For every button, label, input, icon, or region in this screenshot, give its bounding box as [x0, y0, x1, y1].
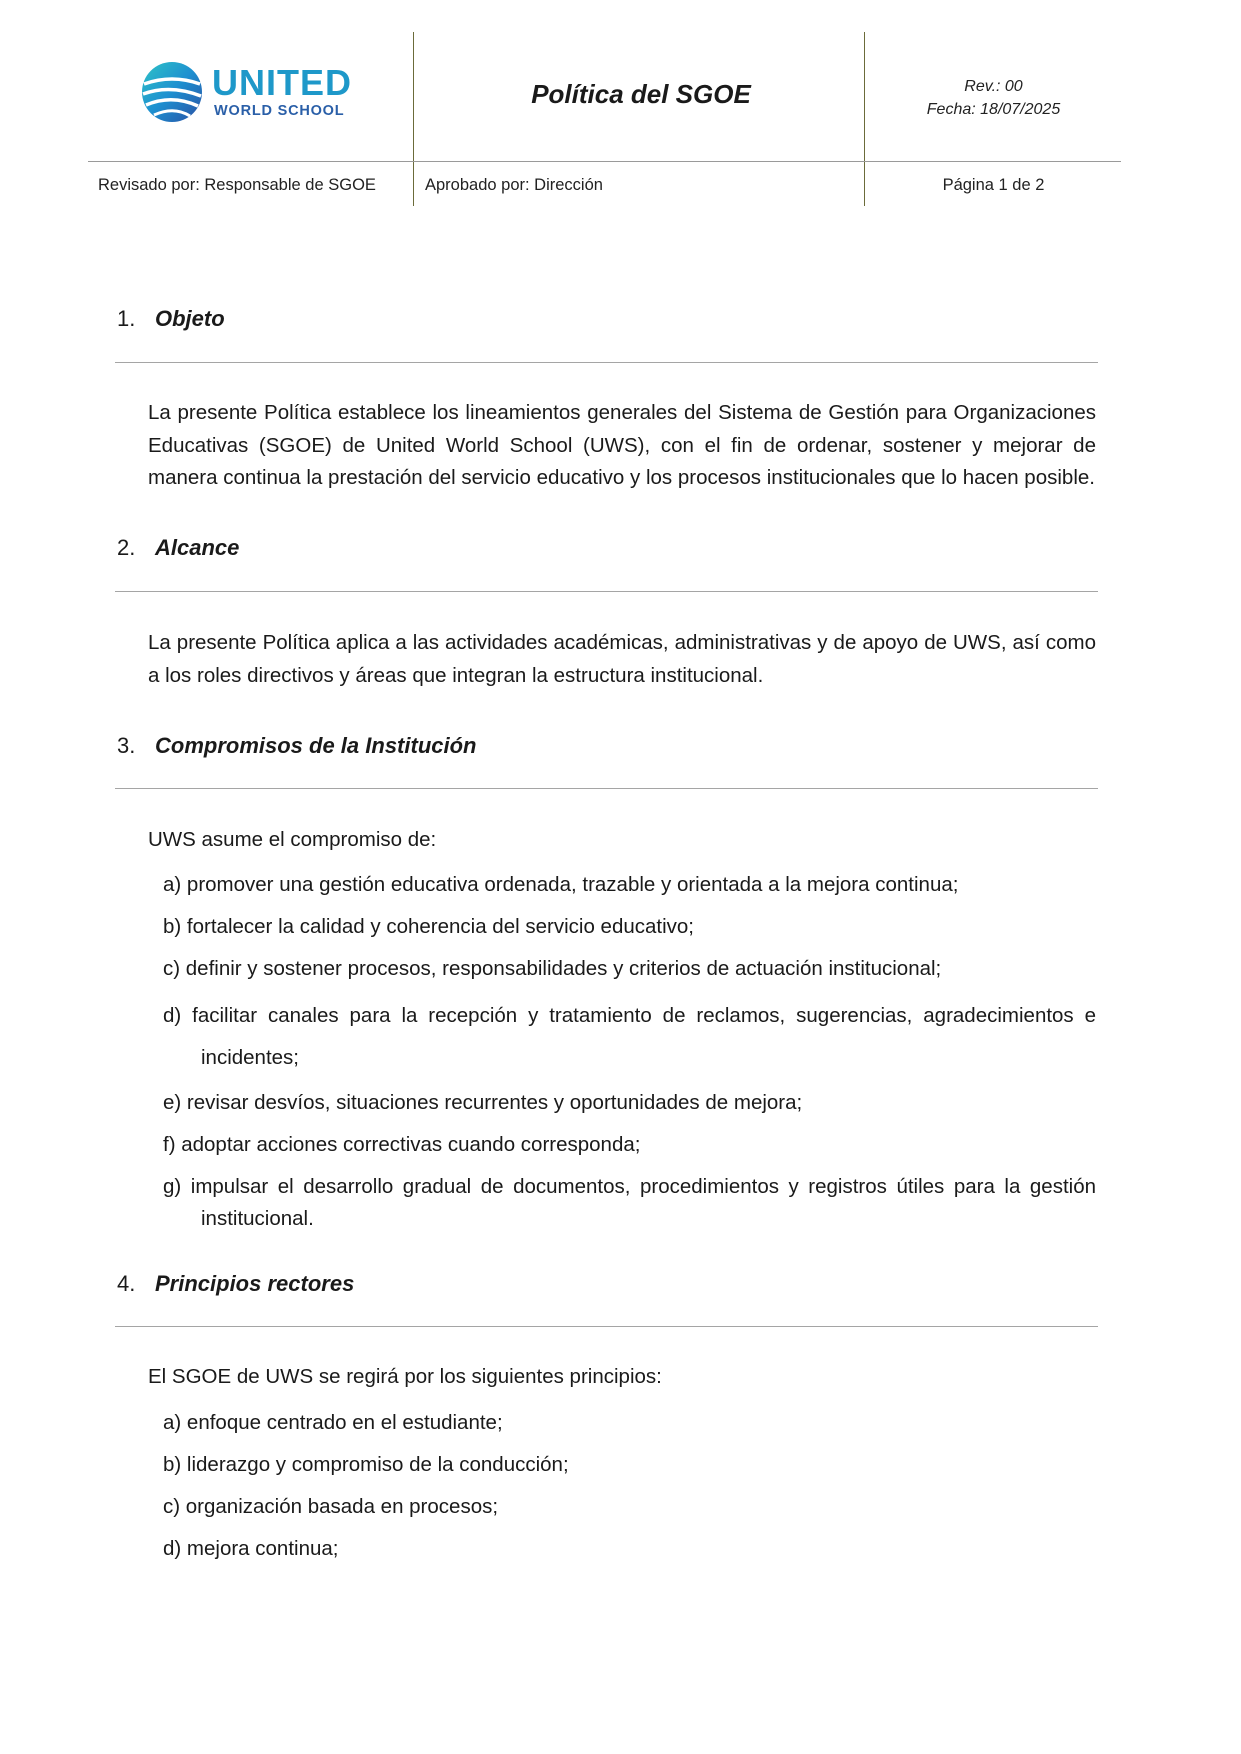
revision-block	[866, 75, 1121, 121]
header-divider	[864, 32, 865, 206]
list-item: a) enfoque centrado en el estudiante;	[163, 1411, 503, 1434]
section-rule	[115, 362, 1098, 363]
section-title: Alcance	[155, 535, 240, 560]
document-header	[0, 0, 1241, 210]
document-title: Política del SGOE	[531, 79, 751, 109]
section-heading	[117, 534, 239, 562]
revision-date: Fecha: 18/07/2025	[926, 101, 1061, 118]
header-divider	[413, 32, 414, 206]
section-number: 3.	[117, 733, 136, 758]
section-rule	[115, 591, 1098, 592]
section-heading	[117, 732, 476, 760]
list-item: e) revisar desvíos, situaciones recurrentes y oportunidades de mejora;	[163, 1091, 803, 1114]
section-number: 4.	[117, 1271, 136, 1296]
logo-wordmark: UNITED	[212, 62, 352, 103]
list-item: d) facilitar canales para la recepción y tratamiento de reclamos, sugerencias, agradecimientos e incidentes;	[163, 1004, 1096, 1069]
section-intro: UWS asume el compromiso de:	[148, 828, 437, 851]
list-item: a) promover una gestión educativa ordenada, trazable y orientada a la mejora continua;	[163, 873, 959, 896]
logo-subtitle: WORLD SCHOOL	[214, 103, 345, 119]
section-number: 1.	[117, 306, 136, 331]
list-item: g) impulsar el desarrollo gradual de documentos, procedimientos y registros útiles para la gestión institucional.	[163, 1175, 1096, 1230]
list-item: b) liderazgo y compromiso de la conducción;	[163, 1453, 569, 1476]
list-item: f) adoptar acciones correctivas cuando corresponda;	[163, 1133, 641, 1156]
section-title: Principios rectores	[155, 1271, 355, 1296]
section-paragraph: La presente Política establece los lineamientos generales del Sistema de Gestión para Organizaciones Educativas (SGOE) de United World School (UWS), con el fin de ordenar, sostener y mejorar de manera continua la prestación del servicio educativo y los procesos institucionales que lo hacen posible.	[148, 401, 1096, 489]
section-rule	[115, 1326, 1098, 1327]
list-item: c) definir y sostener procesos, responsabilidades y criterios de actuación institucional;	[163, 957, 942, 980]
approved-by: Aprobado por: Dirección	[425, 176, 603, 194]
list-item: b) fortalecer la calidad y coherencia del servicio educativo;	[163, 915, 694, 938]
commitments-list	[163, 869, 1096, 1245]
page-number: Página 1 de 2	[942, 176, 1045, 194]
header-rule	[88, 161, 1121, 162]
list-item: c) organización basada en procesos;	[163, 1495, 499, 1518]
section-heading	[117, 1270, 354, 1298]
section-title: Objeto	[155, 306, 225, 331]
principles-list	[163, 1407, 1096, 1575]
reviewed-by: Revisado por: Responsable de SGOE	[98, 176, 376, 194]
section-paragraph: La presente Política aplica a las actividades académicas, administrativas y de apoyo de UWS, así como a los roles directivos y áreas que integran la estructura institucional.	[148, 631, 1096, 687]
section-title: Compromisos de la Institución	[155, 733, 477, 758]
list-item: d) mejora continua;	[163, 1537, 339, 1560]
school-logo	[140, 60, 355, 126]
section-rule	[115, 788, 1098, 789]
revision-number: Rev.: 00	[964, 78, 1023, 95]
section-intro: El SGOE de UWS se regirá por los siguientes principios:	[148, 1365, 662, 1388]
globe-icon	[140, 60, 204, 124]
section-heading	[117, 305, 225, 333]
section-number: 2.	[117, 535, 136, 560]
